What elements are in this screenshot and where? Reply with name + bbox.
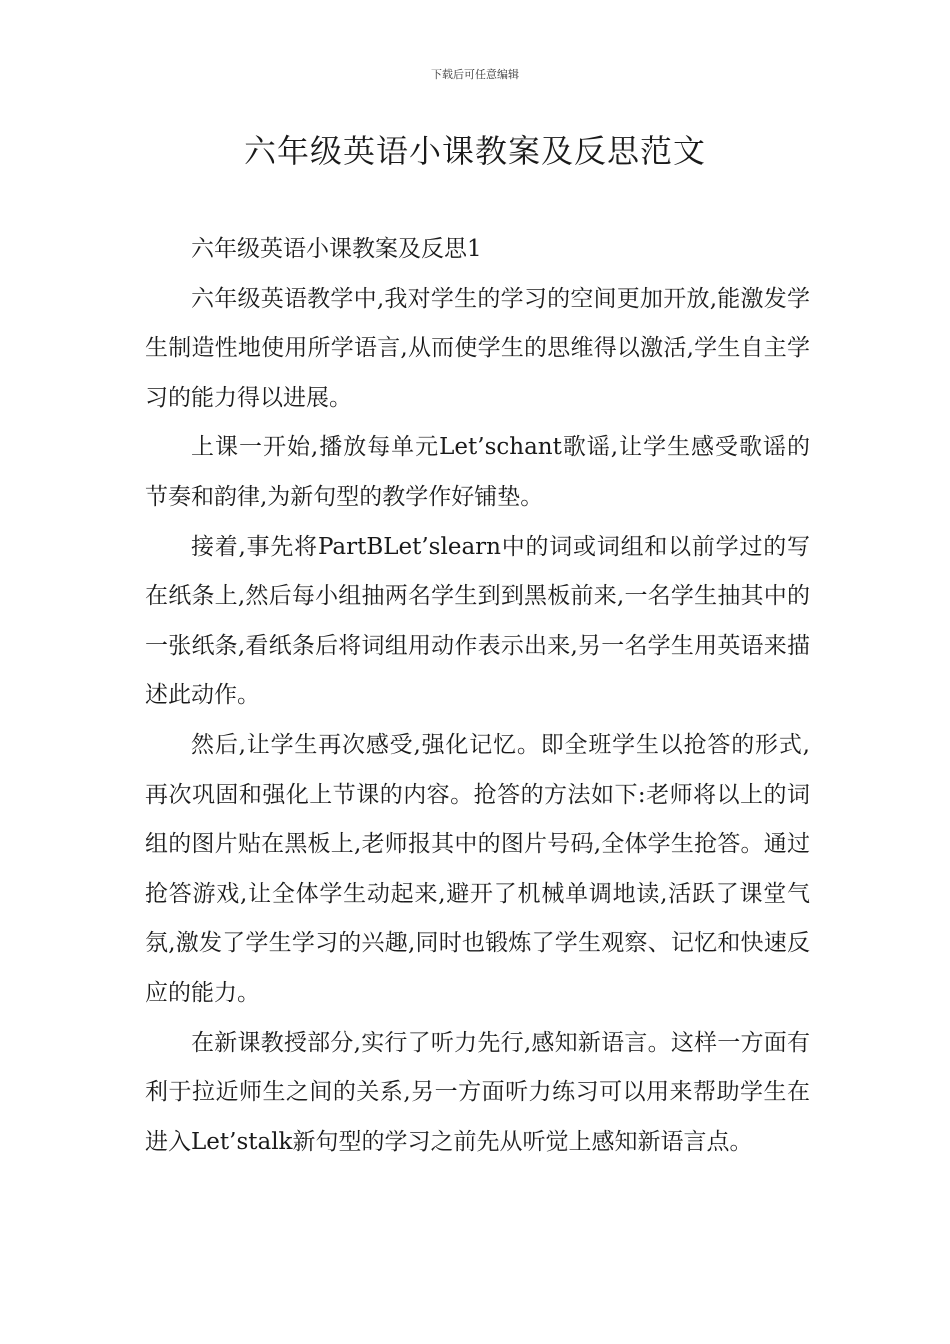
paragraph-2: 上课一开始,播放每单元Let’schant歌谣,让学生感受歌谣的节奏和韵律,为新句型的教学作好铺垫。 [145, 434, 810, 510]
paragraph-1: 六年级英语教学中,我对学生的学习的空间更加开放,能激发学生制造性地使用所学语言,从而使学生的思维得以激活,学生自主学习的能力得以进展。 [145, 285, 810, 411]
document-title: 六年级英语小课教案及反思范文 [243, 132, 706, 170]
download-note: 下载后可任意编辑 [431, 68, 519, 81]
section-heading: 六年级英语小课教案及反思1 [191, 236, 482, 262]
paragraph-5: 在新课教授部分,实行了听力先行,感知新语言。这样一方面有利于拉近师生之间的关系,另一方面听力练习可以用来帮助学生在进入Let’stalk新句型的学习之前先从听觉上感知新语言点。 [145, 1029, 810, 1155]
paragraph-4: 然后,让学生再次感受,强化记忆。即全班学生以抢答的形式,再次巩固和强化上节课的内容。抢答的方法如下:老师将以上的词组的图片贴在黑板上,老师报其中的图片号码,全体学生抢答。通过抢答游戏,让全体学生动起来,避开了机械单调地读,活跃了课堂气氛,激发了学生学习的兴趣,同时也锻炼了学生观察、记忆和快速反应的能力。 [145, 731, 810, 1006]
document-body [145, 225, 810, 1167]
paragraph-3: 接着,事先将PartBLet’slearn中的词或词组和以前学过的写在纸条上,然后每小组抽两名学生到到黑板前来,一名学生抽其中的一张纸条,看纸条后将词组用动作表示出来,另一名学生用英语来描述此动作。 [145, 533, 810, 709]
